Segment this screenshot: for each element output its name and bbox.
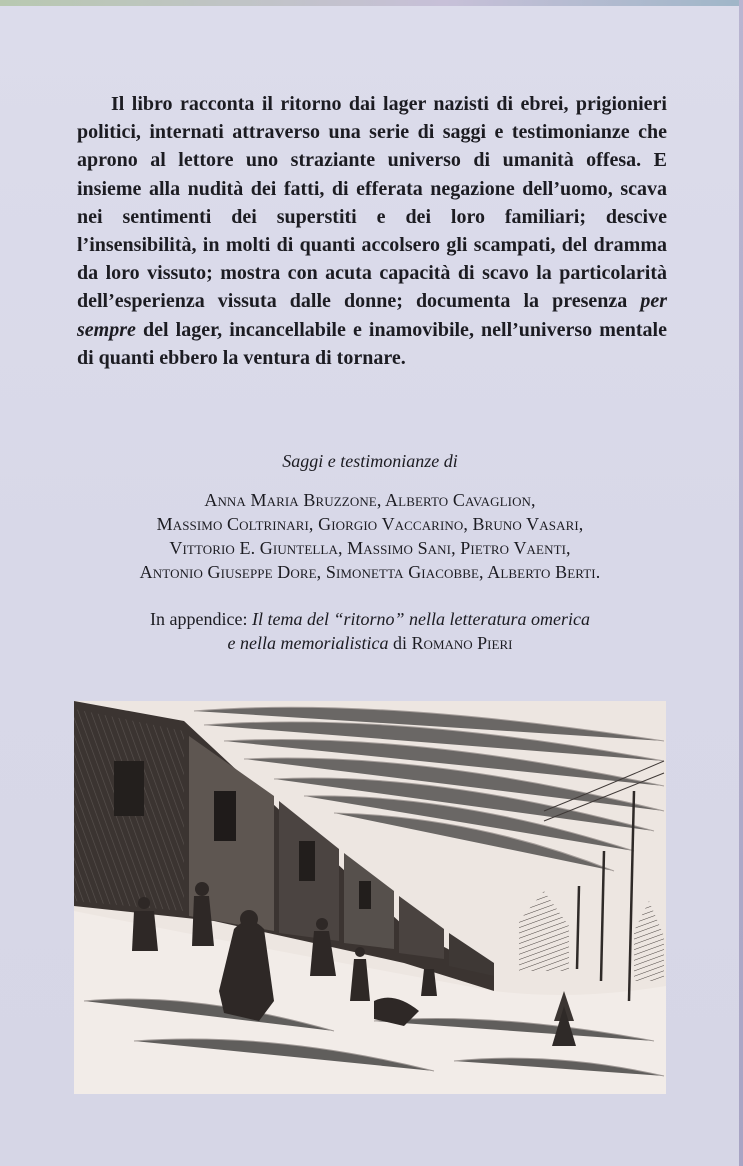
contributors-line: Anna Maria Bruzzone, Alberto Cavaglion, (204, 490, 536, 510)
contributors-section (60, 448, 680, 584)
appendix-title-line1: Il tema del “ritorno” nella letteratura omerica (251, 609, 590, 629)
appendix-note (60, 607, 680, 655)
blurb-text-1: Il libro racconta il ritorno dai lager nazisti di ebrei, prigionieri politici, internati attraverso una serie di saggi e testimonianze che aprono al lettore uno straziante universo di umanità offesa. E insieme alla nudità dei fatti, di efferata negazione dell’uomo, scava nei sentimenti dei superstiti e dei loro familiari; descive l’insensibilità, in molti di quanti accolsero gli scampati, del dramma da loro vissuto; mostra con acuta capacità di scavo la particolarità dell’esperienza vissuta dalle donne; documenta la presenza (77, 93, 667, 313)
contributors-line: Vittorio E. Giuntella, Massimo Sani, Pietro Vaenti, (169, 538, 571, 558)
appendix-title-line2: e nella memorialistica (227, 633, 389, 653)
contributors-heading: Saggi e testimonianze di (282, 451, 458, 471)
appendix-author: Romano Pieri (411, 633, 513, 653)
appendix-by: di (388, 633, 412, 653)
contributors-line: Antonio Giuseppe Dore, Simonetta Giacobbe, Alberto Berti. (139, 562, 601, 582)
blurb-emphasis: per sempre (77, 290, 667, 341)
book-blurb (77, 90, 667, 372)
appendix-prefix: In appendice: (150, 609, 252, 629)
cover-top-edge (0, 0, 743, 6)
contributors-line: Massimo Coltrinari, Giorgio Vaccarino, Bruno Vasari, (156, 514, 584, 534)
cover-right-edge (739, 0, 743, 1166)
train-illustration (74, 701, 666, 1094)
blurb-text-2: del lager, incancellabile e inamovibile, nell’universo mentale di quanti ebbero la ventura di tornare. (77, 318, 667, 369)
